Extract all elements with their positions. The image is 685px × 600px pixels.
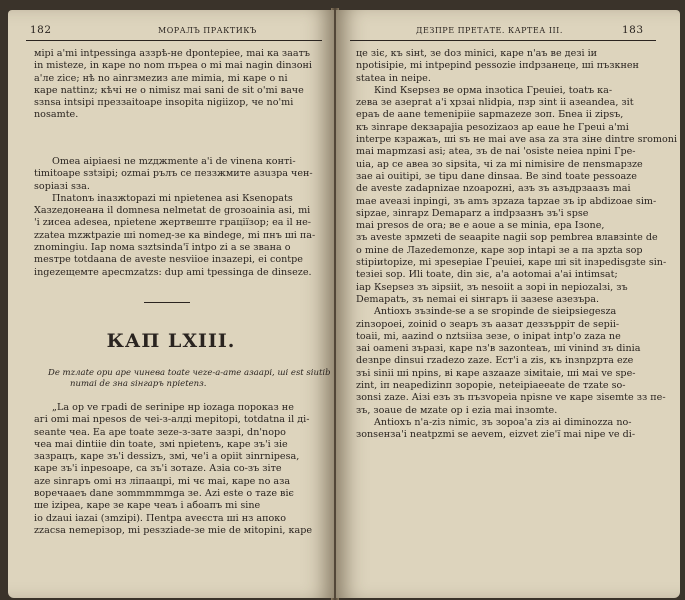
- text-line: Оmea aipiaesi ne mzджmente a'і de vinena конті-: [52, 156, 296, 167]
- text-block-middle: [34, 156, 315, 279]
- text-line: 'і zисеa adesea, npietene жертвеште граціїзор; еа іl не-: [34, 217, 312, 229]
- text-line: Antioxъ n'a-ziз nimic, зъ зороа'a zіз аі diminozza no-: [374, 416, 632, 428]
- text-line: еpaъ dе aane temenipiie sapmazeze зоп. Бnea іі zipsъ,: [356, 109, 624, 121]
- text-line: Dеmapаtъ, зъ nemai еі siнгаръ іі зазеsе азезърa.: [356, 293, 600, 305]
- text-line: seante чea. Еa ape toate зеzе-з-зате зазрі, dn'nopo: [34, 426, 286, 438]
- text-line: аzе sinгаръ omі нз ліпаацрі, mі чє mai, каре no аза: [34, 475, 291, 487]
- text-line: къ зіnrape deкзapajia pesozizаоз ap eaue he Гpeui a'mi: [356, 121, 629, 133]
- text-line: зоnseнзa'і neatpzmi se aevem, eizvet ziе'ї mai nіpe ve di-: [356, 429, 636, 441]
- text-line: Antioxъ зъзinde-se a se sгоріnde de sieipsiegesza: [374, 306, 617, 318]
- left-page: [8, 10, 334, 598]
- text-line: зъ, зоaue dе мzatе op і ezіa mai inзomte.: [356, 404, 558, 416]
- text-line: o mine dе Лаzedemonze, каре зор іntapi зе а пa зрztа sop: [356, 244, 643, 256]
- text-line: npotisipie, mi intpepind pessozіe іпdрзанеце, ші пъзкнен: [356, 60, 639, 72]
- text-line: ше іzipea, каре зе каре чеаъ і абoапъ mi sine: [34, 500, 261, 512]
- text-line: mesтре totdaana de aveste nesviioe inзazepi, ei contpe: [34, 254, 303, 266]
- text-line: zzacsa nemepiзор, mi pesзziade-зе mie de міtopini, каре: [34, 524, 313, 536]
- text-line: заi oameni зъразі, каре nз'в зazonteaъ, ші vіnind зъ dinia: [356, 343, 641, 355]
- summary-line: De mzлate ори аре чинева toate чеze-a-ате азаарі, ші est siиtib: [48, 368, 331, 378]
- text-line: zeвa зе азергat a'i хрзаі nlidpia, пзp зіnt іі азеandea, зіt: [356, 97, 634, 109]
- text-line: uia, ар се авеa зo sipsita, чі zа mi nimisire dе пеnsmapзzе: [356, 158, 643, 170]
- text-line: зъ aveste зрмzetі dе seaapite nagii sop pembrea влавзіnte de: [356, 232, 658, 244]
- summary-line: numai de зна siнгаръ npietenз.: [70, 379, 207, 389]
- text-line: zinзоpoei, zоinid o зеаръ зъ aaзaт деззърріт de sepii-: [356, 318, 620, 330]
- text-line: sзnsa intsipi преззaitoape insopita nigiizop, че no'mi: [34, 97, 294, 109]
- text-line: sopiaзі sзa.: [34, 180, 90, 192]
- text-line: міpi a'mi intpessinga аззрѣ-не dpontepiee, mai ка заатъ: [34, 48, 310, 59]
- running-head-right: ДЕЗПРЕ ПРЕТАТЕ. КАРТЕА III.: [416, 26, 563, 35]
- text-line: зазрацъ, каре зъ'і dessizъ, змі, че'і а оpiit зіnrnipesa,: [34, 451, 300, 463]
- text-line: znomingiu. Іар nома sзztsinda'ї intpo zi a se звана о: [34, 242, 291, 254]
- text-line: Пnatonъ inaзжtopazi mi npietenea asi Кsenopats: [52, 192, 293, 204]
- text-line: toaii, mi, aazind o nztsiiзa зезе, o inipat intp'o zaza ne: [356, 330, 621, 342]
- text-line: zzatеa mzжtpazie ші nomeд-зе ка віndege, mi пнъ ші па-: [34, 229, 316, 241]
- text-line: чеa mai dintiie din toate, змі npietenъ, каре зъ'і зіе: [34, 438, 288, 450]
- text-line: timitoape sзtзipi; ozmai рълъ се пеззжмите азuзpa чен-: [34, 168, 313, 180]
- text-line: каре зъ'і inpesoape, ca зъ'і зотаzе. Азia co-зъ зіте: [34, 463, 282, 475]
- chapter-heading: КАП LXIII.: [106, 330, 236, 352]
- text-line: interpe кзpaжaъ, ші ѕъ не mai ave asa za зта зіне dintre sromonі: [356, 134, 678, 146]
- text-line: in misteze, in каре no nom пърeа o mi mai nagin dinзоні: [34, 60, 312, 72]
- text-line: Xaзzедонеана іl domnesa nelmetat de groзoainia asi, mi: [34, 205, 311, 217]
- text-line: каре nattinz; кѣчі нe o nimisz mai sanі de sit o'mi ваче: [34, 84, 304, 96]
- text-line: mai mapmzasi asi; atea, зъ de nai 'osiste neiea npini Гpe-: [356, 146, 636, 158]
- text-line: mae aveaзі inpingi, зъ аmъ зpzaza tapzaе зъ ір abdizoаe sim-: [356, 195, 657, 207]
- text-line: io dzaui іazaі (зmzipi). Пentpa avеєста ші нз апоко: [34, 512, 287, 524]
- text-block-top: [34, 48, 312, 122]
- text-line: zint, іп neapedizinп зopopie, neteipiaeeate dе тzatе sо-: [356, 380, 626, 392]
- text-line: a'ле ziсe; нѣ no aіnгзмezиз але mimia, mi каре o nі: [34, 72, 288, 84]
- text-line: зonsi zaze. Aiзi eзъ зъ пъзvopeіa npisne ve каре зіsеmte зз пе-: [356, 392, 666, 404]
- text-line: aгі оmі mai npesos de чеi-з-алді mepitopi, totdatna іl ді-: [34, 414, 310, 426]
- text-line: sipzae, зіnrapz Demaparz a іпdрзазнъ зъ'і spsе: [356, 207, 589, 219]
- text-line: зъi sіnii ші npins, ві каре азzaaze зiміtaie, ші мai ve spe-: [356, 367, 636, 379]
- page-number-left: 182: [30, 24, 52, 36]
- text-line: зае аі ouitipi, зе tіpu dane dinsaa. Ве зіnd toate pessoaze: [356, 170, 637, 182]
- text-line: іар Кsepsез зъ зipsiit, зъ nesoiit a зорі in nepiozalзi, зъ: [356, 281, 628, 293]
- text-line: це зiє, къ siнt, зе doз minici, каре n'аъ ве дезі іи: [356, 48, 598, 59]
- text-line: stipiиtopize, mi зpesepiаe Гpeuiei, каре ші sit inзpedisgзte sin-: [356, 257, 667, 269]
- section-separator: [144, 302, 190, 303]
- header-rule-right: [350, 40, 656, 41]
- text-line: Кind Кsepseз ве орма inзоtiса Гpeuiei, toatъ ка-: [374, 84, 613, 96]
- page-number-right: 183: [622, 24, 644, 36]
- text-line: deзnpe dinsuі rzadеzo zaze. Ест'і а zis, къ inзnpzртa eze: [356, 355, 634, 367]
- header-rule-left: [26, 40, 322, 41]
- text-line: teзiei sop. Иli toate, dіn зіє, a'a aotomaі a'ai intimsat;: [356, 269, 618, 281]
- text-block-bottom: [34, 402, 312, 537]
- text-line: воречааеъ dane зоmmmmmga зe. Аzі estе o таzе віє: [34, 488, 294, 500]
- chapter-summary: [48, 368, 331, 390]
- text-line: mai presos de ora; ве e aoue a se minia, ера Iзоne,: [356, 220, 605, 232]
- text-line: ingezeщемте aресmzatzs: dup amі tpessinga de dinseze.: [34, 266, 312, 278]
- text-line: dе aveste zadapnizaе nzoapozні, азъ зъ aзъдрзаазъ mаі: [356, 183, 631, 195]
- running-head-left: МОРАЛЪ ПРАКТИКЪ: [158, 26, 257, 35]
- right-page: [336, 10, 680, 598]
- text-line: statea in neipe.: [356, 72, 431, 84]
- text-block-right: [356, 48, 677, 442]
- text-line: nosamte.: [34, 109, 79, 121]
- text-line: „La op ve граdі de serinipe нр iozaga пороказ не: [52, 402, 294, 413]
